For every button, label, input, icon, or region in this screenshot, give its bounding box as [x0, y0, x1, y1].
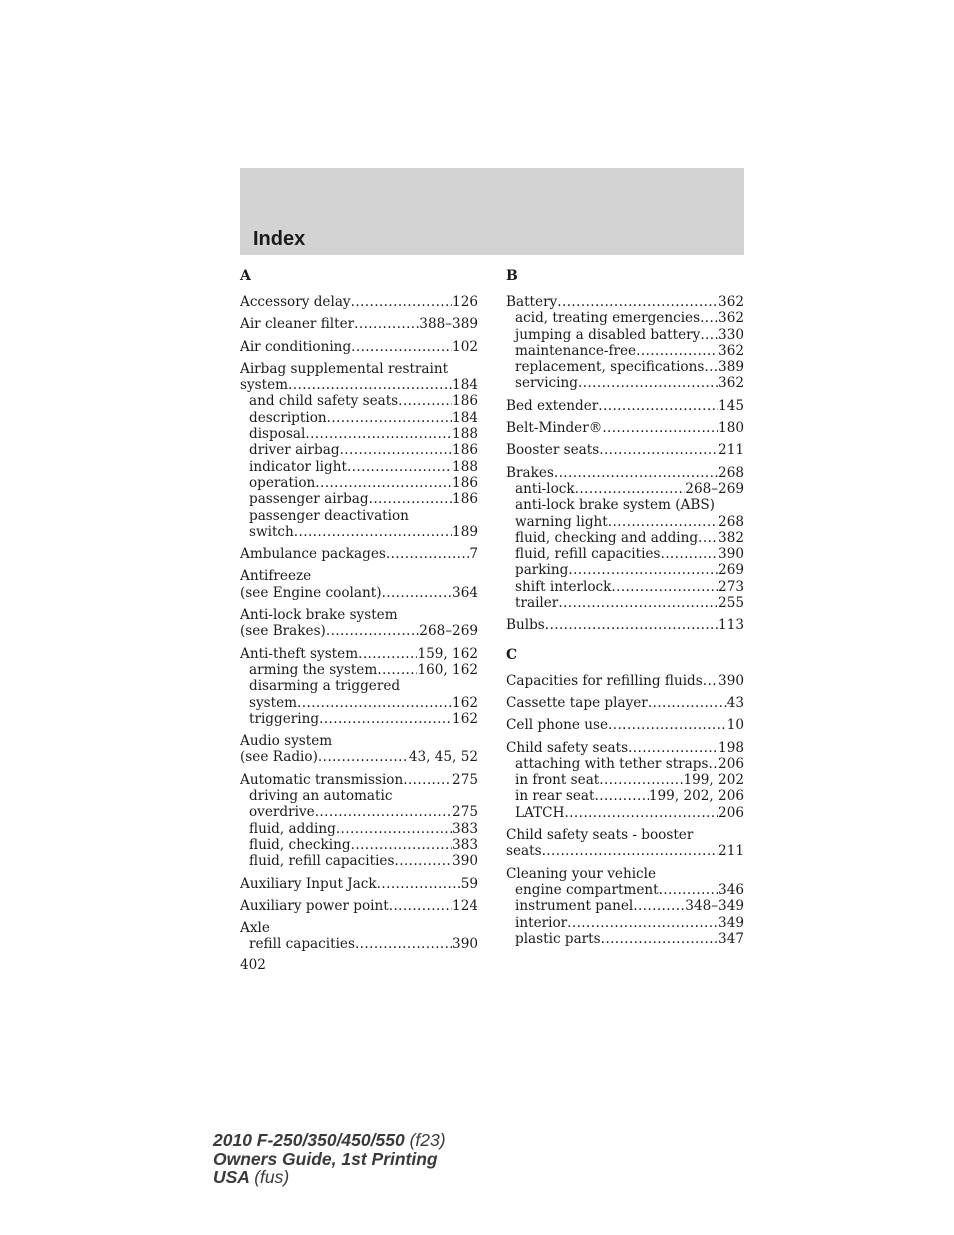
header-band: [240, 168, 744, 255]
entry-page: 388–389: [419, 316, 478, 333]
index-subentry: [506, 497, 744, 513]
dot-leader: [708, 756, 718, 772]
index-subentry: [506, 310, 744, 326]
index-subentry: [240, 804, 478, 820]
entry-page: 7: [469, 546, 478, 563]
index-subentry: [240, 936, 478, 952]
index-line: [240, 898, 478, 914]
entry-page: 269: [718, 562, 744, 579]
entry-text: LATCH: [515, 804, 565, 821]
index-line: [506, 827, 744, 843]
index-line: [506, 465, 744, 481]
dot-leader: [340, 442, 452, 458]
dot-leader: [318, 749, 409, 765]
index-subentry: [240, 410, 478, 426]
index-entry: [506, 398, 744, 414]
index-entry: [506, 695, 744, 711]
index-line: [240, 585, 478, 601]
entry-text: Battery: [506, 294, 558, 310]
entry-text: Cell phone use: [506, 717, 608, 734]
index-column-left: [240, 267, 478, 973]
entry-text: Cassette tape player: [506, 694, 648, 711]
dot-leader: [564, 805, 718, 821]
entry-text: (see Engine coolant): [240, 584, 382, 601]
dot-leader: [599, 442, 718, 458]
entry-text: description: [249, 409, 327, 426]
entry-text: engine compartment: [515, 881, 659, 898]
index-line: [240, 339, 478, 355]
entry-text: Air conditioning: [240, 338, 352, 355]
index-line: [506, 740, 744, 756]
entry-page: 180: [718, 420, 744, 437]
entry-text: Child safety seats - booster: [506, 827, 694, 844]
index-column-right: [506, 267, 744, 953]
dot-leader: [377, 662, 417, 678]
entry-text: fluid, checking and adding: [515, 529, 699, 546]
index-line: [506, 717, 744, 733]
entry-page: 362: [718, 375, 744, 392]
entry-text: Auxiliary Input Jack: [240, 875, 377, 892]
index-entry: [506, 465, 744, 612]
entry-text: system: [249, 694, 298, 711]
entry-text: anti-lock: [515, 480, 575, 497]
footer-line-2: Owners Guide, 1st Printing: [213, 1148, 438, 1169]
dot-leader: [398, 393, 452, 409]
dot-leader: [700, 310, 718, 326]
entry-text: Anti-theft system: [240, 645, 359, 662]
index-subentry: [240, 821, 478, 837]
entry-page: 275: [452, 804, 478, 821]
entry-text: Cleaning your vehicle: [506, 865, 657, 882]
entry-page: 199, 202: [683, 772, 744, 789]
dot-leader: [389, 898, 452, 914]
entry-text: Bed extender: [506, 397, 599, 414]
entry-text: parking: [515, 562, 569, 579]
entry-text: arming the system: [249, 661, 378, 678]
entry-text: fluid, checking: [249, 836, 351, 853]
entry-text: overdrive: [249, 804, 315, 821]
index-subentry: [506, 595, 744, 611]
entry-text: triggering: [249, 710, 320, 727]
entry-text: in rear seat: [515, 788, 595, 805]
entry-text: switch: [249, 523, 294, 540]
dot-leader: [608, 514, 718, 530]
index-entry: [240, 772, 478, 870]
entry-text: Airbag supplemental restraint: [240, 360, 449, 377]
entry-text: (see Radio): [240, 749, 318, 766]
entry-text: anti-lock brake system (ABS): [515, 497, 715, 514]
index-subentry: [240, 711, 478, 727]
entry-page: 383: [452, 836, 478, 853]
entry-page: 362: [718, 294, 744, 310]
index-line: [240, 294, 478, 310]
entry-text: plastic parts: [515, 930, 601, 947]
index-subentry: [240, 426, 478, 442]
footer-market: USA: [213, 1167, 250, 1187]
footer-model: 2010 F-250/350/450/550: [213, 1130, 405, 1150]
index-subentry: [506, 359, 744, 375]
entry-page: 124: [452, 897, 478, 914]
entry-page: 348–349: [685, 898, 744, 915]
entry-text: shift interlock: [515, 578, 612, 595]
dot-leader: [578, 375, 718, 391]
entry-text: system: [240, 377, 289, 394]
entry-page: 273: [718, 578, 744, 595]
entry-page: 390: [718, 546, 744, 563]
entry-page: 268: [718, 513, 744, 530]
index-subentry: [240, 662, 478, 678]
dot-leader: [355, 936, 452, 952]
index-subentry: [240, 788, 478, 804]
dot-leader: [698, 530, 718, 546]
entry-page: 275: [452, 771, 478, 788]
entry-page: 382: [718, 529, 744, 546]
entry-page: 186: [452, 491, 478, 508]
entry-text: replacement, specifications: [515, 359, 705, 376]
index-subentry: [506, 327, 744, 343]
dot-leader: [545, 617, 718, 633]
entry-page: 268–269: [419, 623, 478, 640]
index-line: [240, 316, 478, 332]
index-entry: [240, 920, 478, 953]
index-subentry: [506, 546, 744, 562]
index-line: [240, 772, 478, 788]
entry-text: operation: [249, 474, 316, 491]
dot-leader: [703, 673, 718, 689]
entry-text: Axle: [240, 920, 270, 937]
entry-text: indicator light: [249, 458, 347, 475]
entry-page: 364: [452, 584, 478, 601]
dot-leader: [315, 475, 452, 491]
entry-page: 188: [452, 426, 478, 443]
dot-leader: [567, 915, 718, 931]
index-subentry: [240, 475, 478, 491]
dot-leader: [659, 882, 718, 898]
index-entry: [506, 866, 744, 947]
entry-text: Auxiliary power point: [240, 897, 389, 914]
index-subentry: [240, 442, 478, 458]
dot-leader: [636, 343, 718, 359]
index-line: [506, 294, 744, 310]
index-entry: [240, 876, 478, 892]
dot-leader: [403, 772, 452, 788]
footer: [213, 1131, 446, 1187]
dot-leader: [351, 339, 452, 355]
entry-text: Belt-Minder®: [506, 420, 603, 437]
entry-page: 10: [726, 717, 744, 734]
entry-text: maintenance-free: [515, 342, 637, 359]
dot-leader: [633, 898, 685, 914]
dot-leader: [315, 804, 452, 820]
index-entry: [240, 294, 478, 310]
dot-leader: [326, 623, 419, 639]
index-subentry: [506, 898, 744, 914]
entry-text: disarming a triggered: [249, 678, 401, 695]
index-entry: [506, 827, 744, 860]
index-subentry: [240, 853, 478, 869]
dot-leader: [601, 931, 718, 947]
dot-leader: [700, 327, 718, 343]
entry-text: servicing: [515, 375, 578, 392]
index-subentry: [240, 695, 478, 711]
dot-leader: [394, 853, 452, 869]
dot-leader: [704, 359, 718, 375]
entry-text: interior: [515, 914, 568, 931]
entry-text: Audio system: [240, 733, 333, 750]
index-line: [240, 749, 478, 765]
entry-text: jumping a disabled battery: [515, 326, 701, 343]
entry-page: 362: [718, 310, 744, 327]
dot-leader: [575, 481, 686, 497]
dot-leader: [608, 717, 727, 733]
page-title: Index: [253, 228, 306, 250]
entry-page: 330: [718, 326, 744, 343]
entry-text: passenger airbag: [249, 491, 369, 508]
footer-market-code: (fus): [254, 1167, 290, 1187]
entry-page: 186: [452, 474, 478, 491]
entry-page: 184: [452, 377, 478, 394]
index-entry: [506, 442, 744, 458]
index-line: [506, 442, 744, 458]
entry-text: and child safety seats: [249, 393, 399, 410]
dot-leader: [557, 294, 718, 310]
entry-text: passenger deactivation: [249, 507, 409, 524]
dot-leader: [554, 465, 718, 481]
entry-text: fluid, adding: [249, 820, 336, 837]
index-subentry: [506, 931, 744, 947]
dot-leader: [558, 595, 718, 611]
dot-leader: [294, 524, 452, 540]
index-subentry: [506, 481, 744, 497]
dot-leader: [382, 585, 453, 601]
entry-page: 43, 45, 52: [408, 749, 478, 766]
section-letter: C: [506, 646, 518, 663]
entry-text: fluid, refill capacities: [515, 546, 661, 563]
entry-text: Ambulance packages: [240, 546, 386, 563]
entry-page: 346: [718, 881, 744, 898]
index-line: [240, 920, 478, 936]
entry-text: (see Brakes): [240, 623, 326, 640]
index-entry: [506, 617, 744, 633]
index-subentry: [240, 508, 478, 524]
index-line: [240, 377, 478, 393]
entry-text: Bulbs: [506, 617, 545, 634]
index-subentry: [506, 756, 744, 772]
index-line: [506, 420, 744, 436]
index-entry: [240, 568, 478, 601]
entry-page: 349: [718, 914, 744, 931]
index-line: [240, 623, 478, 639]
dot-leader: [305, 426, 452, 442]
dot-leader: [628, 740, 718, 756]
entry-page: 113: [718, 617, 744, 634]
entry-page: 186: [452, 393, 478, 410]
entry-page: 347: [718, 930, 744, 947]
index-subentry: [240, 524, 478, 540]
entry-page: 390: [452, 936, 478, 953]
entry-text: fluid, refill capacities: [249, 853, 395, 870]
dot-leader: [648, 695, 727, 711]
index-entry: [506, 740, 744, 821]
index-line: [506, 866, 744, 882]
index-entry: [506, 717, 744, 733]
index-entry: [240, 546, 478, 562]
entry-page: 188: [452, 458, 478, 475]
entry-page: 211: [718, 843, 744, 860]
index-subentry: [506, 882, 744, 898]
entry-text: instrument panel: [515, 898, 634, 915]
index-subentry: [506, 772, 744, 788]
entry-text: warning light: [515, 513, 608, 530]
dot-leader: [598, 398, 718, 414]
index-line: [240, 733, 478, 749]
dot-leader: [542, 843, 718, 859]
entry-text: Booster seats: [506, 442, 600, 459]
entry-page: 162: [452, 710, 478, 727]
index-subentry: [506, 788, 744, 804]
index-entry: [240, 898, 478, 914]
index-line: [506, 695, 744, 711]
entry-page: 206: [718, 755, 744, 772]
dot-leader: [297, 695, 452, 711]
dot-leader: [336, 821, 452, 837]
index-entry: [240, 339, 478, 355]
index-subentry: [506, 514, 744, 530]
index-subentry: [240, 459, 478, 475]
entry-page: 102: [452, 338, 478, 355]
index-entry: [240, 733, 478, 766]
entry-text: in front seat: [515, 772, 600, 789]
entry-page: 184: [452, 409, 478, 426]
entry-page: 390: [452, 853, 478, 870]
entry-page: 198: [718, 739, 744, 756]
index-entry: [506, 420, 744, 436]
entry-page: 186: [452, 442, 478, 459]
dot-leader: [386, 546, 470, 562]
index-line: [240, 361, 478, 377]
entry-page: 255: [718, 595, 744, 612]
dot-leader: [369, 491, 452, 507]
entry-page: 206: [718, 804, 744, 821]
entry-page: 126: [452, 294, 478, 310]
index-entry: [240, 607, 478, 640]
entry-page: 389: [718, 359, 744, 376]
index-subentry: [240, 393, 478, 409]
entry-page: 211: [718, 442, 744, 459]
dot-leader: [568, 562, 718, 578]
entry-page: 362: [718, 342, 744, 359]
dot-leader: [288, 377, 452, 393]
index-entry: [240, 316, 478, 332]
section-letter: B: [506, 268, 518, 284]
index-entry: [506, 673, 744, 689]
dot-leader: [347, 459, 452, 475]
entry-text: disposal: [249, 426, 306, 443]
entry-page: 189: [452, 523, 478, 540]
page-number: 402: [240, 956, 266, 973]
index-line: [506, 617, 744, 633]
entry-page: 390: [718, 672, 744, 689]
entry-text: acid, treating emergencies: [515, 310, 701, 327]
index-line: [240, 876, 478, 892]
footer-model-code: (f23): [409, 1130, 446, 1150]
footer-line-1: [213, 1131, 446, 1150]
entry-text: Capacities for refilling fluids: [506, 672, 703, 689]
index-entry: [506, 294, 744, 392]
entry-page: 160, 162: [417, 661, 478, 678]
entry-page: 268–269: [685, 480, 744, 497]
index-line: [240, 546, 478, 562]
index-subentry: [506, 562, 744, 578]
entry-page: 59: [460, 875, 478, 892]
entry-text: driving an automatic: [249, 788, 393, 805]
entry-page: 383: [452, 820, 478, 837]
dot-leader: [602, 420, 718, 436]
index-subentry: [506, 530, 744, 546]
dot-leader: [377, 876, 461, 892]
entry-text: Accessory delay: [240, 294, 351, 310]
index-subentry: [506, 343, 744, 359]
dot-leader: [358, 646, 417, 662]
index-line: [240, 607, 478, 623]
index-line: [506, 843, 744, 859]
dot-leader: [594, 788, 648, 804]
index-subentry: [240, 491, 478, 507]
entry-text: trailer: [515, 595, 559, 612]
dot-leader: [660, 546, 718, 562]
entry-page: 159, 162: [417, 645, 478, 662]
index-subentry: [240, 837, 478, 853]
dot-leader: [611, 579, 718, 595]
entry-page: 43: [726, 694, 744, 711]
entry-text: Brakes: [506, 464, 554, 481]
index-line: [240, 646, 478, 662]
dot-leader: [354, 316, 419, 332]
entry-page: 145: [718, 397, 744, 414]
index-entry: [240, 646, 478, 727]
entry-text: Antifreeze: [240, 568, 312, 585]
dot-leader: [351, 837, 452, 853]
index-subentry: [240, 678, 478, 694]
index-subentry: [506, 579, 744, 595]
entry-text: Automatic transmission: [240, 771, 404, 788]
entry-text: driver airbag: [249, 442, 340, 459]
entry-page: 199, 202, 206: [648, 788, 744, 805]
entry-text: Anti-lock brake system: [240, 607, 398, 624]
dot-leader: [319, 711, 452, 727]
dot-leader: [599, 772, 683, 788]
entry-text: seats: [506, 843, 542, 860]
dot-leader: [327, 410, 452, 426]
index-subentry: [506, 375, 744, 391]
section-letter: A: [240, 268, 251, 284]
index-entry: [240, 361, 478, 540]
entry-text: Air cleaner filter: [240, 316, 355, 333]
entry-text: attaching with tether straps: [515, 755, 709, 772]
dot-leader: [351, 294, 452, 310]
index-subentry: [506, 915, 744, 931]
index-line: [506, 398, 744, 414]
index-subentry: [506, 805, 744, 821]
entry-text: Child safety seats: [506, 739, 629, 756]
footer-line-3: [213, 1168, 446, 1187]
entry-page: 268: [718, 464, 744, 481]
entry-page: 162: [452, 694, 478, 711]
index-line: [506, 673, 744, 689]
entry-text: refill capacities: [249, 936, 355, 953]
index-line: [240, 568, 478, 584]
